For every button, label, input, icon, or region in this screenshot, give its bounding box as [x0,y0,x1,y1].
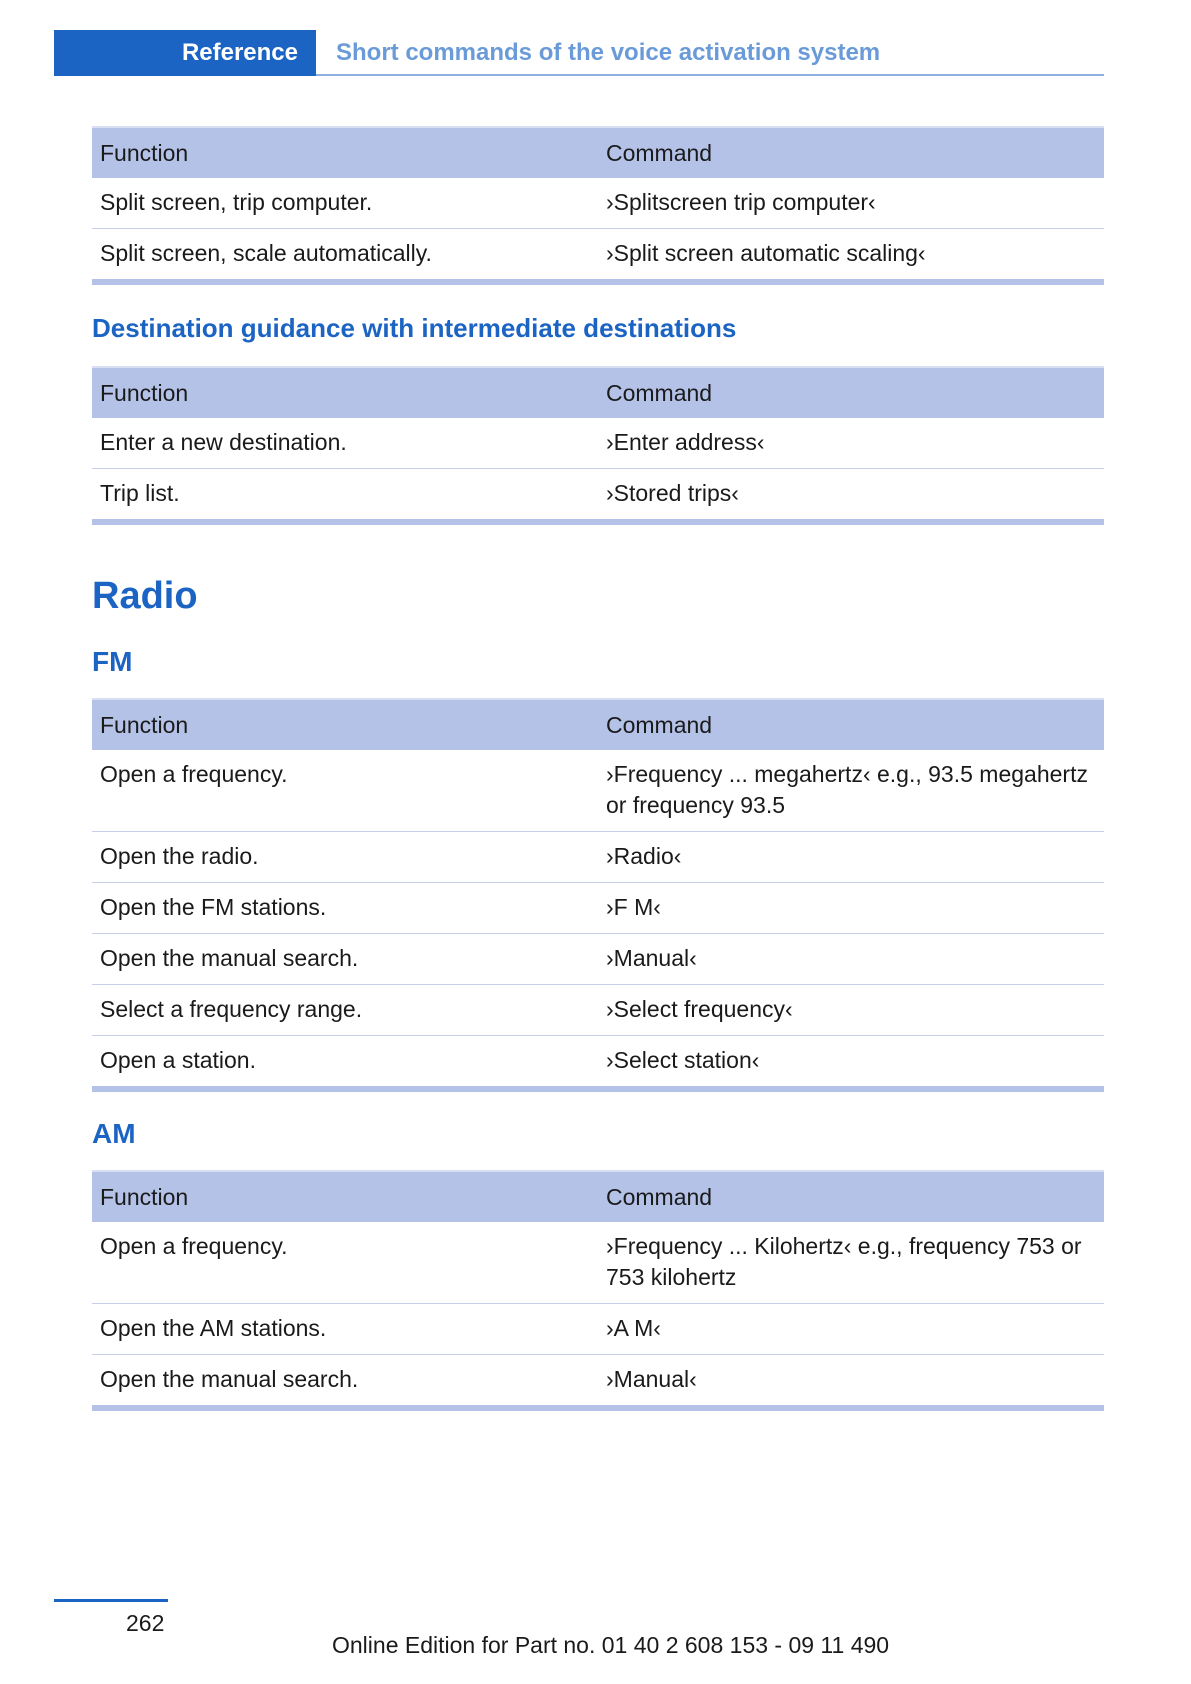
column-header-command: Command [598,699,1104,750]
function-cell: Select a frequency range. [92,985,598,1036]
destination-guidance-heading: Destination guidance with intermediate destinations [92,313,737,343]
function-cell: Split screen, scale automatically. [92,229,598,283]
function-cell: Enter a new destination. [92,418,598,469]
header-section-tab [54,30,316,76]
table-row [92,1036,1104,1090]
table-row [92,229,1104,283]
table-header-row [92,1171,1104,1222]
table-header-row [92,127,1104,178]
command-cell: ›Stored trips‹ [598,469,1104,523]
command-cell: ›Select station‹ [598,1036,1104,1090]
table-row [92,750,1104,832]
header-rule [316,74,1104,76]
destination-table [92,366,1104,525]
radio-heading: Radio [92,575,198,617]
header-section-label: Reference [181,39,298,66]
am-table [92,1170,1104,1411]
split-screen-table [92,126,1104,285]
fm-heading: FM [92,646,133,677]
column-header-command: Command [598,127,1104,178]
command-cell: ›Manual‹ [598,934,1104,985]
table-header-row [92,699,1104,750]
command-cell: ›Split screen automatic scaling‹ [598,229,1104,283]
column-header-command: Command [598,1171,1104,1222]
table-row [92,832,1104,883]
command-cell: ›F M‹ [598,883,1104,934]
column-header-function: Function [92,127,598,178]
function-cell: Open the radio. [92,832,598,883]
column-header-function: Function [92,367,598,418]
table-row [92,469,1104,523]
am-heading: AM [92,1118,136,1149]
header-title: Short commands of the voice activation system [336,39,881,66]
command-cell: ›A M‹ [598,1304,1104,1355]
command-cell: ›Manual‹ [598,1355,1104,1409]
function-cell: Open a frequency. [92,1222,598,1304]
footer-rule [54,1599,168,1602]
table-row [92,1222,1104,1304]
page-content [92,126,1104,1411]
function-cell: Open a station. [92,1036,598,1090]
table-row [92,1355,1104,1409]
table-row [92,934,1104,985]
table-row [92,178,1104,229]
table-header-row [92,367,1104,418]
table-row [92,883,1104,934]
column-header-command: Command [598,367,1104,418]
function-cell: Open the AM stations. [92,1304,598,1355]
table-row [92,418,1104,469]
command-cell: ›Radio‹ [598,832,1104,883]
page-number: 262 [126,1610,165,1636]
function-cell: Split screen, trip computer. [92,178,598,229]
function-cell: Open the FM stations. [92,883,598,934]
column-header-function: Function [92,1171,598,1222]
fm-table [92,698,1104,1092]
command-cell: ›Frequency ... Kilohertz‹ e.g., frequency 753 or 753 kilohertz [598,1222,1104,1304]
command-cell: ›Frequency ... megahertz‹ e.g., 93.5 megahertz or frequency 93.5 [598,750,1104,832]
table-row [92,985,1104,1036]
command-cell: ›Splitscreen trip computer‹ [598,178,1104,229]
command-cell: ›Enter address‹ [598,418,1104,469]
function-cell: Open the manual search. [92,934,598,985]
edition-note: Online Edition for Part no. 01 40 2 608 153 - 09 11 490 [332,1632,890,1658]
function-cell: Open a frequency. [92,750,598,832]
table-row [92,1304,1104,1355]
function-cell: Trip list. [92,469,598,523]
function-cell: Open the manual search. [92,1355,598,1409]
command-cell: ›Select frequency‹ [598,985,1104,1036]
column-header-function: Function [92,699,598,750]
